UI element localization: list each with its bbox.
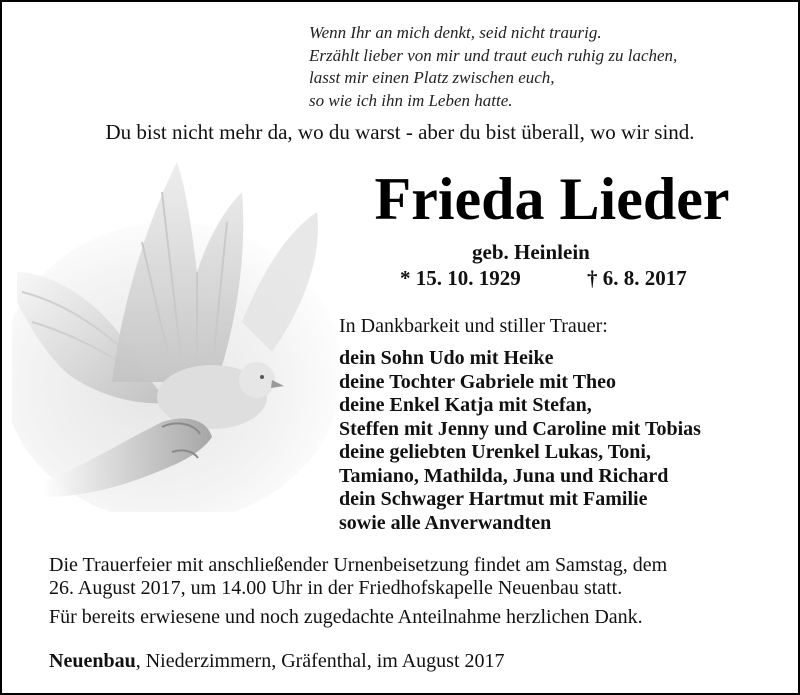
place-rest: , Niederzimmern, Gräfenthal, im August 2017: [135, 650, 505, 672]
maiden-name: geb. Heinlein: [472, 240, 590, 264]
birth-date: * 15. 10. 1929: [400, 266, 521, 290]
mourner-line: Steffen mit Jenny und Caroline mit Tobias: [339, 417, 701, 440]
death-date: † 6. 8. 2017: [587, 266, 687, 290]
poem-line: lasst mir einen Platz zwischen euch,: [309, 68, 555, 87]
thanks-line: Für bereits erwiesene und noch zugedachte Anteilnahme herzlichen Dank.: [49, 606, 643, 628]
mourner-line: deine Enkel Katja mit Stefan,: [339, 394, 592, 416]
poem-line: Wenn Ihr an mich denkt, seid nicht traurig.: [309, 23, 602, 42]
mourner-line: Tamiano, Mathilda, Juna und Richard: [339, 464, 669, 487]
mourner-line: deine geliebten Urenkel Lukas, Toni,: [339, 441, 651, 463]
mourner-line: sowie alle Anverwandten: [339, 511, 552, 534]
dove-image: [12, 152, 342, 512]
mourner-line: deine Tochter Gabriele mit Theo: [339, 370, 617, 393]
mourner-line: dein Sohn Udo mit Heike: [339, 347, 554, 369]
place-and-date: [49, 650, 505, 673]
mourning-intro: In Dankbarkeit und stiller Trauer:: [339, 315, 608, 337]
poem: [309, 22, 677, 112]
poem-line: so wie ich ihn im Leben hatte.: [309, 90, 513, 110]
mourners-list: [339, 347, 701, 535]
service-announcement: [49, 554, 667, 600]
service-line: Die Trauerfeier mit anschließender Urnenbeisetzung findet am Samstag, dem: [49, 554, 668, 576]
service-line: 26. August 2017, um 14.00 Uhr in der Friedhofskapelle Neuenbau statt.: [49, 577, 623, 599]
motto: Du bist nicht mehr da, wo du warst - aber du bist überall, wo wir sind.: [105, 120, 695, 144]
place-town: Neuenbau: [49, 650, 136, 672]
deceased-name: Frieda Lieder: [374, 166, 730, 232]
mourner-line: dein Schwager Hartmut mit Familie: [339, 488, 648, 510]
poem-line: Erzählt lieber von mir und traut euch ruhig zu lachen,: [309, 45, 678, 65]
